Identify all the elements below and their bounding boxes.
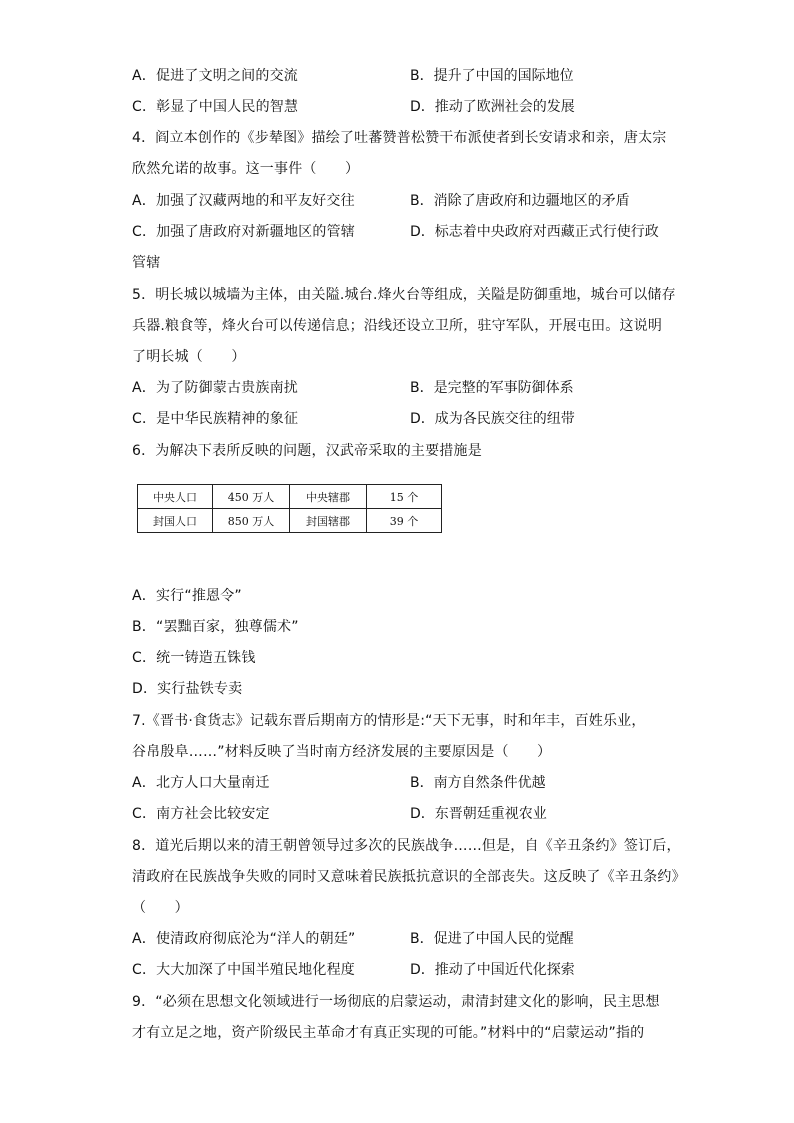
q4-option-d-line1: D．标志着中央政府对西藏正式行使行政 xyxy=(410,224,659,240)
q5-option-a: A．为了防御蒙古贵族南扰 xyxy=(132,380,298,396)
q9-stem-line2: 才有立足之地，资产阶级民主革命才有真正实现的可能。”材料中的“启蒙运动”指的 xyxy=(132,1025,645,1041)
table-cell: 中央人口 xyxy=(138,485,213,509)
q5-stem-line1: 5．明长城以城墙为主体，由关隘.城台.烽火台等组成，关隘是防御重地，城台可以储存 xyxy=(132,287,676,303)
q8-stem-line1: 8．道光后期以来的清王朝曾领导过多次的民族战争……但是，自《辛丑条约》签订后， xyxy=(132,838,681,854)
q5-stem-line3: 了明长城（ ） xyxy=(132,349,246,365)
table-cell: 39 个 xyxy=(367,509,442,533)
q7-option-b: B．南方自然条件优越 xyxy=(410,775,546,791)
q7-stem-line2: 谷帛殷阜……”材料反映了当时南方经济发展的主要原因是（ ） xyxy=(132,744,552,760)
q5-stem-line2: 兵器.粮食等，烽火台可以传递信息；沿线还设立卫所，驻守军队，开展屯田。这说明 xyxy=(132,318,663,334)
table-cell: 850 万人 xyxy=(213,509,290,533)
q6-option-a: A．实行“推恩令” xyxy=(132,588,242,604)
q4-stem-line1: 4．阎立本创作的《步辇图》描绘了吐蕃赞普松赞干布派使者到长安请求和亲，唐太宗 xyxy=(132,130,667,146)
q8-option-b: B．促进了中国人民的觉醒 xyxy=(410,931,574,947)
q4-option-d-line2: 管辖 xyxy=(132,255,161,271)
q6-stem: 6．为解决下表所反映的问题，汉武帝采取的主要措施是 xyxy=(132,443,482,459)
q8-option-c: C．大大加深了中国半殖民地化程度 xyxy=(132,962,355,978)
q3-option-a: A．促进了文明之间的交流 xyxy=(132,68,298,84)
q5-option-d: D．成为各民族交往的纽带 xyxy=(410,411,575,427)
q4-stem-line2: 欣然允诺的故事。这一事件（ ） xyxy=(132,161,360,177)
table-cell: 450 万人 xyxy=(213,485,290,509)
q9-stem-line1: 9．“必须在思想文化领域进行一场彻底的启蒙运动，肃清封建文化的影响，民主思想 xyxy=(132,994,660,1010)
q4-option-c: C．加强了唐政府对新疆地区的管辖 xyxy=(132,224,355,240)
table-cell: 封国辖郡 xyxy=(290,509,367,533)
q6-option-d: D．实行盐铁专卖 xyxy=(132,681,243,697)
q8-stem-line3: （ ） xyxy=(132,900,189,916)
q3-option-b: B．提升了中国的国际地位 xyxy=(410,68,574,84)
q3-option-c: C．彰显了中国人民的智慧 xyxy=(132,99,299,115)
q4-option-b: B．消除了唐政府和边疆地区的矛盾 xyxy=(410,193,630,209)
q7-option-a: A．北方人口大量南迁 xyxy=(132,775,270,791)
q5-option-b: B．是完整的军事防御体系 xyxy=(410,380,574,396)
q4-option-a: A．加强了汉藏两地的和平友好交往 xyxy=(132,193,355,209)
q8-option-a: A．使清政府彻底沦为“洋人的朝廷” xyxy=(132,931,356,947)
q7-option-d: D．东晋朝廷重视农业 xyxy=(410,806,547,822)
q6-option-b: B．“罢黜百家，独尊儒术” xyxy=(132,619,299,635)
q8-option-d: D．推动了中国近代化探索 xyxy=(410,962,575,978)
q6-population-table xyxy=(137,484,442,533)
table-row xyxy=(138,509,442,533)
table-cell: 15 个 xyxy=(367,485,442,509)
table-cell: 中央辖郡 xyxy=(290,485,367,509)
table-row xyxy=(138,485,442,509)
q7-option-c: C．南方社会比较安定 xyxy=(132,806,270,822)
q8-stem-line2: 清政府在民族战争失败的同时又意味着民族抵抗意识的全部丧失。这反映了《辛丑条约》 xyxy=(132,869,686,885)
q7-stem-line1: 7.《晋书·食货志》记载东晋后期南方的情形是:“天下无事，时和年丰，百姓乐业， xyxy=(132,713,646,729)
q6-option-c: C．统一铸造五铢钱 xyxy=(132,650,256,666)
table-cell: 封国人口 xyxy=(138,509,213,533)
q5-option-c: C．是中华民族精神的象征 xyxy=(132,411,299,427)
q3-option-d: D．推动了欧洲社会的发展 xyxy=(410,99,575,115)
